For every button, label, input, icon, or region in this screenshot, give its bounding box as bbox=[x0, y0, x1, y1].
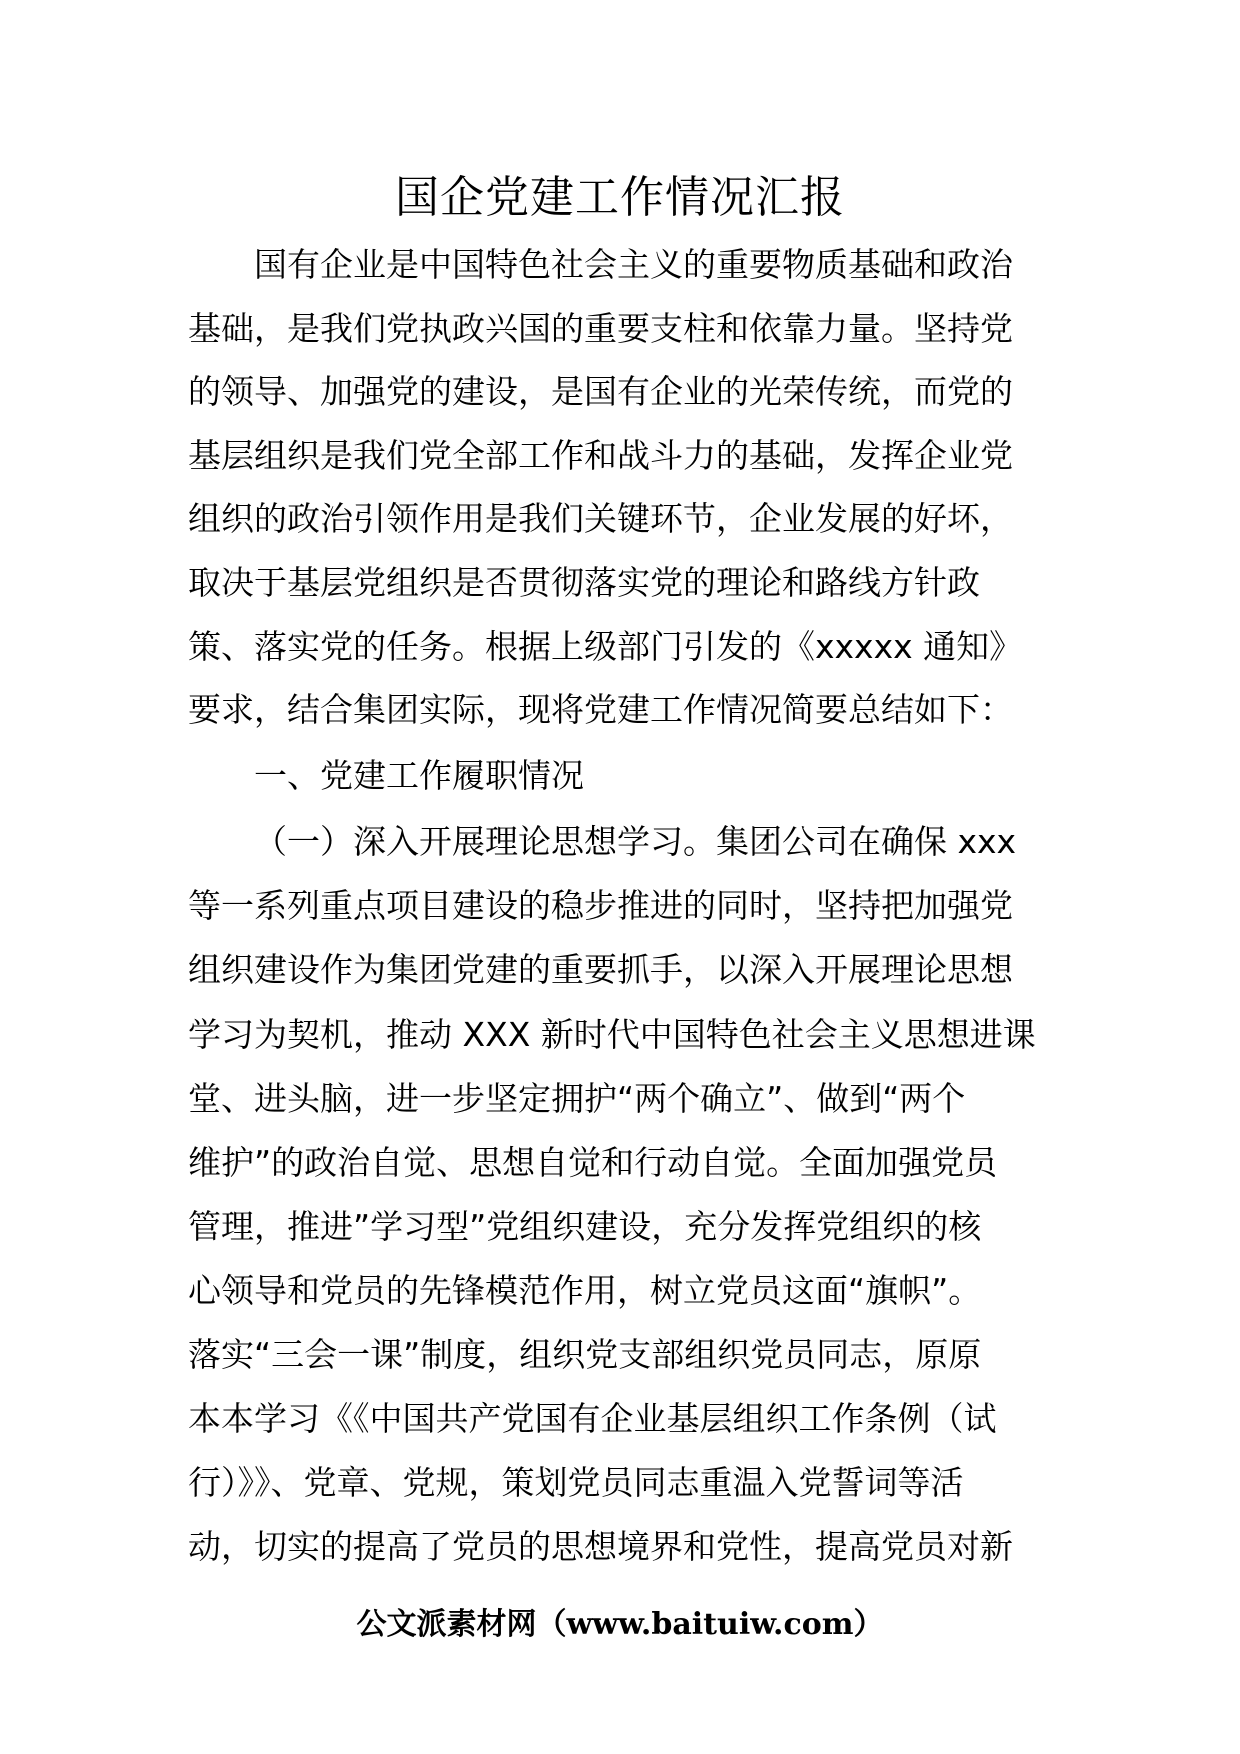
paragraph-line: 动，切实的提高了党员的思想境界和党性，提高党员对新 bbox=[188, 1527, 1013, 1566]
paragraph-line: 本本学习《《中国共产党国有企业基层组织工作条例（试 bbox=[188, 1399, 997, 1438]
paragraph-line: 取决于基层党组织是否贯彻落实党的理论和路线方针政 bbox=[188, 563, 980, 602]
paragraph-line: 组织的政治引领作用是我们关键环节，企业发展的好坏， bbox=[188, 499, 1013, 538]
paragraph-line: 的领导、加强党的建设，是国有企业的光荣传统，而党的 bbox=[188, 372, 1013, 411]
paragraph-line: 维护”的政治自觉、思想自觉和行动自觉。全面加强党员 bbox=[188, 1143, 998, 1182]
paragraph-line: 落实“三会一课”制度，组织党支部组织党员同志，原原 bbox=[188, 1335, 982, 1374]
document-title: 国企党建工作情况汇报 bbox=[395, 172, 845, 223]
paragraph-line: 基础，是我们党执政兴国的重要支柱和依靠力量。坚持党 bbox=[188, 309, 1013, 348]
paragraph-line: 要求，结合集团实际，现将党建工作情况简要总结如下： bbox=[188, 690, 1013, 729]
section-heading: 一、党建工作履职情况 bbox=[254, 756, 584, 795]
paragraph-line: 心领导和党员的先锋模范作用，树立党员这面“旗帜”。 bbox=[188, 1271, 982, 1310]
paragraph-line: （一）深入开展理论思想学习。集团公司在确保 xxx bbox=[254, 822, 1017, 861]
paragraph-line: 等一系列重点项目建设的稳步推进的同时，坚持把加强党 bbox=[188, 886, 1013, 925]
paragraph-line: 组织建设作为集团党建的重要抓手，以深入开展理论思想 bbox=[188, 950, 1013, 989]
footer-watermark: 公文派素材网（www.baituiw.com） bbox=[356, 1607, 884, 1642]
paragraph-line: 管理，推进”学习型”党组织建设，充分发挥党组织的核 bbox=[188, 1207, 982, 1246]
paragraph-line: 策、落实党的任务。根据上级部门引发的《xxxxx 通知》 bbox=[188, 627, 1023, 666]
paragraph-line: 基层组织是我们党全部工作和战斗力的基础，发挥企业党 bbox=[188, 436, 1013, 475]
paragraph-line: 堂、进头脑，进一步坚定拥护“两个确立”、做到“两个 bbox=[188, 1079, 966, 1118]
paragraph-line: 国有企业是中国特色社会主义的重要物质基础和政治 bbox=[254, 245, 1013, 284]
paragraph-line: 行）》》、党章、党规，策划党员同志重温入党誓词等活 bbox=[188, 1463, 964, 1502]
paragraph-line: 学习为契机，推动 XXX 新时代中国特色社会主义思想进课 bbox=[188, 1015, 1036, 1054]
